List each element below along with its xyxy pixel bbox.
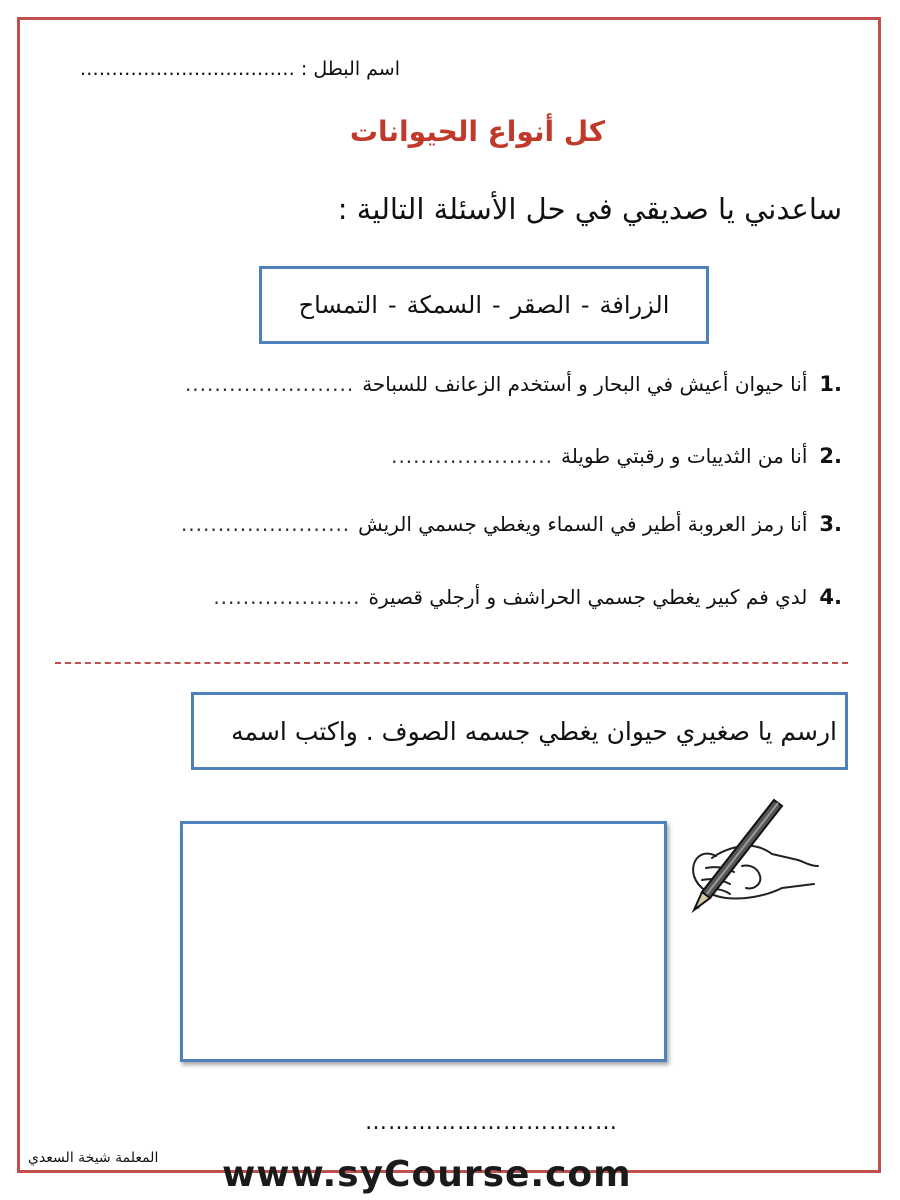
section-divider — [55, 662, 848, 664]
question-number: 4. — [819, 585, 842, 609]
question-text: أنا من الثدييات و رقبتي طويلة — [560, 444, 808, 468]
drawing-prompt-text: ارسم يا صغيري حيوان يغطي جسمه الصوف . واكتب اسمه — [231, 716, 837, 746]
worksheet-title: كل أنواع الحيوانات — [349, 115, 606, 148]
instruction-text: ساعدني يا صديقي في حل الأسئلة التالية : — [337, 192, 842, 226]
word-bank-item: السمكة — [406, 291, 483, 319]
question-number: 2. — [819, 444, 842, 468]
answer-blank[interactable]: ...................... — [391, 444, 553, 468]
drawing-answer-blank[interactable]: …………………………… — [365, 1110, 618, 1135]
question-1 — [185, 372, 842, 396]
word-bank-item: الصقر — [510, 291, 571, 319]
question-text: أنا حيوان أعيش في البحار و أستخدم الزعانف للسباحة — [362, 372, 808, 396]
word-bank-item: الزرافة — [599, 291, 670, 319]
question-text: لدي فم كبير يغطي جسمي الحراشف و أرجلي قصيرة — [368, 585, 808, 609]
question-3 — [181, 512, 842, 536]
word-separator: - — [387, 291, 397, 319]
answer-blank[interactable]: ....................... — [180, 512, 351, 536]
answer-blank[interactable]: .................... — [213, 585, 361, 609]
question-4 — [213, 585, 842, 609]
answer-blank[interactable]: ....................... — [184, 372, 355, 396]
question-2 — [391, 444, 842, 468]
question-number: 1. — [819, 372, 842, 396]
name-blank[interactable]: ……….…………………… — [79, 58, 295, 80]
word-bank-item: التمساح — [298, 291, 378, 319]
word-separator: - — [580, 291, 590, 319]
word-separator: - — [492, 291, 501, 319]
teacher-name: المعلمة شيخة السعدي — [28, 1150, 159, 1166]
question-number: 3. — [819, 512, 842, 536]
hand-writing-pencil-icon — [686, 796, 826, 914]
word-bank-box — [259, 266, 709, 344]
website-watermark: www.syCourse.com — [222, 1154, 632, 1195]
drawing-prompt-box — [191, 692, 848, 770]
question-text: أنا رمز العروبة أطير في السماء ويغطي جسمي الريش — [358, 512, 808, 536]
drawing-area[interactable] — [180, 821, 667, 1062]
student-name-line — [80, 58, 400, 80]
name-label: اسم البطل : — [300, 58, 400, 80]
